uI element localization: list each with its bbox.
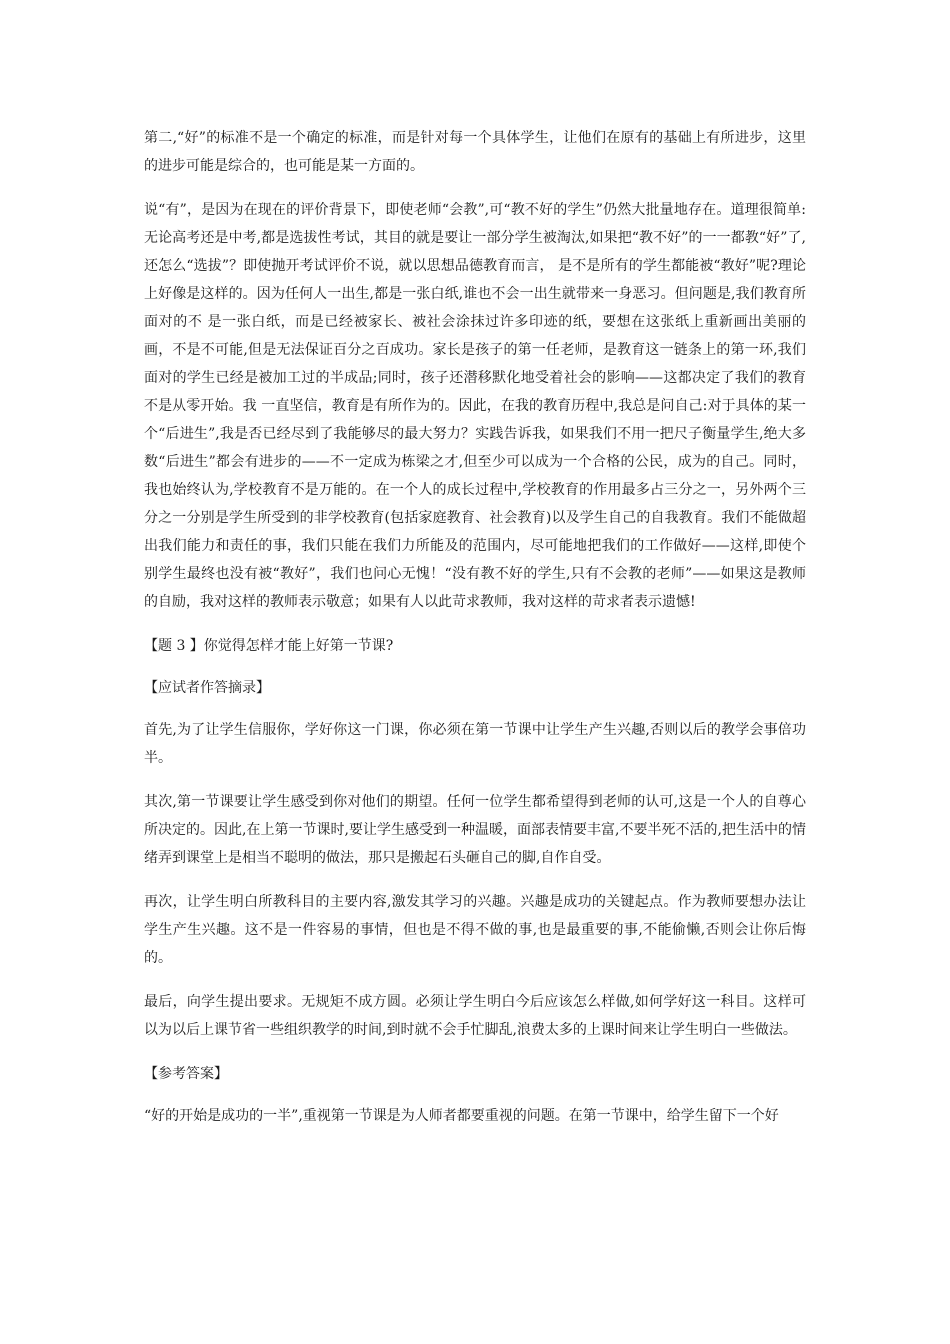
document-page (144, 124, 806, 1146)
paragraph-last: 最后，向学生提出要求。无规矩不成方圆。必须让学生明白今后应该怎么样做,如何学好这一科目。这样可以为以后上课节省一些组织教学的时间,到时就不会手忙脚乱,浪费太多的上课时间来让学生明白一些做法。 (144, 994, 806, 1038)
paragraph-first: 首先,为了让学生信服你，学好你这一门课，你必须在第一节课中让学生产生兴趣,否则以后的教学会事倍功半。 (144, 722, 806, 766)
paragraph-reference-answer: “好的开始是成功的一半”,重视第一节课是为人师者都要重视的问题。在第一节课中，给学生留下一个好 (144, 1108, 779, 1124)
question-3-heading: 【题 3 】你觉得怎样才能上好第一节课? (144, 638, 394, 654)
answer-excerpt-heading: 【应试者作答摘录】 (144, 680, 270, 696)
paragraph-good-standard: 第二,“好”的标准不是一个确定的标准，而是针对每一个具体学生，让他们在原有的基础上有所进步，这里的进步可能是综合的，也可能是某一方面的。 (144, 130, 806, 174)
reference-answer-heading: 【参考答案】 (144, 1066, 228, 1082)
paragraph-third: 再次，让学生明白所教科目的主要内容,激发其学习的兴趣。兴趣是成功的关键起点。作为教师要想办法让学生产生兴趣。这不是一件容易的事情，但也是不得不做的事,也是最重要的事,不能偷懒,否则会让你后悔的。 (144, 894, 806, 966)
paragraph-existence-argument: 说“有”，是因为在现在的评价背景下，即使老师“会教”,可“教不好的学生”仍然大批量地存在。道理很简单:无论高考还是中考,都是选拔性考试，其目的就是要让一部分学生被淘汰,如果把“教不好”的一一都教“好”了,还怎么“选拔”？即使抛开考试评价不说，就以思想品德教育而言， 是不是所有的学生都能被“教好”呢?理论上好像是这样的。因为任何人一出生,都是一张白纸,谁也不会一出生就带来一身恶习。但问题是,我们教育所面对的不 是一张白纸，而是已经被家长、被社会涂抹过许多印迹的纸，要想在这张纸上重新画出美丽的画，不是不可能,但是无法保证百分之百成功。家长是孩子的第一任老师，是教育这一链条上的第一环,我们面对的学生已经是被加工过的半成品;同时，孩子还潜移默化地受着社会的影响——这都决定了我们的教育不是从零开始。我 一直坚信，教育是有所作为的。因此，在我的教育历程中,我总是问自己:对于具体的某一个“后进生”,我是否已经尽到了我能够尽的最大努力？实践告诉我，如果我们不用一把尺子衡量学生,绝大多数“后进生”都会有进步的——不一定成为栋梁之才,但至少可以成为一个合格的公民，成为的自己。同时，我也始终认为,学校教育不是万能的。在一个人的成长过程中,学校教育的作用最多占三分之一，另外两个三分之一分别是学生所受到的非学校教育(包括家庭教育、社会教育)以及学生自己的自我教育。我们不能做超出我们能力和责任的事，我们只能在我们力所能及的范围内，尽可能地把我们的工作做好——这样,即使个别学生最终也没有被“教好”，我们也问心无愧！“没有教不好的学生,只有不会教的老师”——如果这是教师的自励，我对这样的教师表示敬意；如果有人以此苛求教师，我对这样的苛求者表示遗憾! (144, 202, 806, 610)
paragraph-second: 其次,第一节课要让学生感受到你对他们的期望。任何一位学生都希望得到老师的认可,这是一个人的自尊心所决定的。因此,在上第一节课时,要让学生感受到一种温暖，面部表情要丰富,不要半死不活的,把生活中的情绪弄到课堂上是相当不聪明的做法，那只是搬起石头砸自己的脚,自作自受。 (144, 794, 806, 866)
